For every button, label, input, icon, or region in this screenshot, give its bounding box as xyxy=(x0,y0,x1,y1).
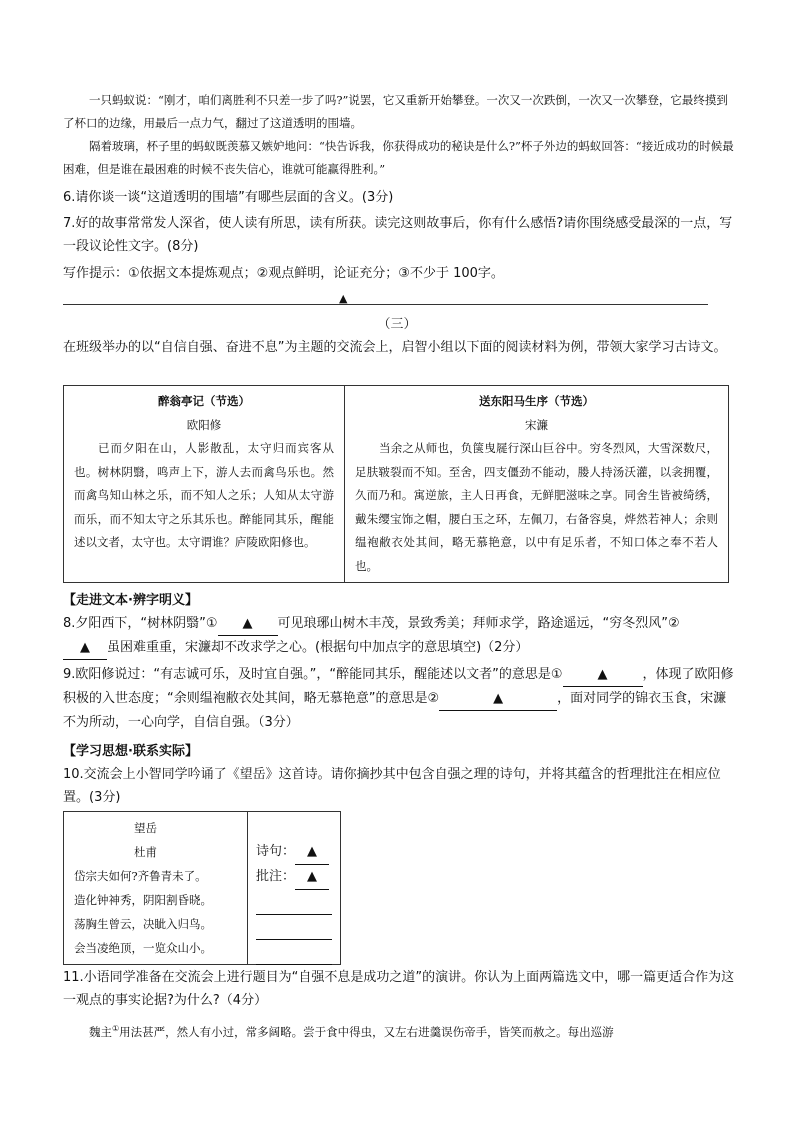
poem-line: 荡胸生曾云，决眦入归鸟。 xyxy=(74,917,212,931)
question-8-part-a: 8.夕阳西下，“树林阴翳”① xyxy=(63,616,218,631)
question-9-part-b: ，体现了欧阳修积极的入世态度；“余则缊袍敝衣处其间，略无慕艳意”的意思是② xyxy=(63,667,734,706)
answer-blank-8-2[interactable] xyxy=(63,636,107,660)
poem-panel xyxy=(64,812,248,964)
story-paragraph-2: 隔着玻璃，杯子里的蚂蚁既羡慕又嫉妒地问：“快告诉我，你获得成功的秘诀是什么?”杯子外边的蚂蚁回答：“接近成功的时候最困难，但是谁在最困难的时候不丧失信心，谁就可能赢得胜利。” xyxy=(63,139,734,176)
passage-b-author: 宋濂 xyxy=(525,417,548,432)
poem-answer-box xyxy=(63,811,341,965)
poem-title: 望岳 xyxy=(134,821,157,835)
reading-passages-table xyxy=(63,385,729,583)
heading-text-study: 【走进文本·辨字明义】 xyxy=(63,593,198,608)
passage-a xyxy=(64,386,345,583)
question-9-part-c: ，面对同学的锦衣玉食，宋濂不为所动，一心向学，自信自强。（3分） xyxy=(63,691,727,730)
verse-label: 诗句： xyxy=(256,844,296,859)
question-8 xyxy=(63,612,735,660)
poem-author: 杜甫 xyxy=(134,845,157,859)
answer-line[interactable] xyxy=(256,890,332,915)
question-9 xyxy=(63,663,735,734)
annotation-panel xyxy=(256,840,332,965)
note-answer-row xyxy=(256,865,332,890)
question-8-part-c: 虽困难重重，宋濂却不改求学之心。(根据句中加点字的意思填空)（2分） xyxy=(107,640,529,655)
answer-blank-9-1[interactable] xyxy=(563,663,643,687)
question-7-hint: 写作提示：①依据文本提炼观点；②观点鲜明，论证充分；③不少于 100字。 xyxy=(63,266,504,281)
story-paragraph-1: 一只蚂蚁说：“刚才，咱们离胜利不只差一步了吗?”说罢，它又重新开始攀登。一次又一次跌倒，一次又一次攀登，它最终摸到了杯口的边缘，用最后一点力气，翻过了这道透明的围墙。 xyxy=(63,93,728,130)
question-11-passage xyxy=(63,1017,735,1044)
question-11: 11.小语同学准备在交流会上进行题目为“自强不息是成功之道”的演讲。你认为上面两篇选文中，哪一篇更适合作为这一观点的事实论据?为什么?（4分） xyxy=(63,970,735,1008)
passage-a-text: 已而夕阳在山，人影散乱，太守归而宾客从也。树林阴翳，鸣声上下，游人去而禽鸟乐也。然而禽鸟知山林之乐，而不知人之乐；人知从太守游而乐，而不知太守之乐其乐也。醉能同其乐，醒能述以文者，太守也。太守谓谁？庐陵欧阳修也。 xyxy=(74,441,334,549)
passage-a-title: 醉翁亭记（节选） xyxy=(158,394,250,408)
section-intro: 在班级举办的以“自信自强、奋进不息”为主题的交流会上，启智小组以下面的阅读材料为例，带领大家学习古诗文。 xyxy=(63,340,727,355)
answer-marker: ▲ xyxy=(597,667,608,682)
note-answer-field[interactable] xyxy=(295,865,329,890)
passage-a-author: 欧阳修 xyxy=(186,417,222,432)
answer-marker: ▲ xyxy=(493,691,504,706)
question-6: 6.请你谈一谈“这道透明的围墙”有哪些层面的含义。(3分) xyxy=(63,190,394,205)
passage-b xyxy=(345,386,729,583)
answer-blank-8-1[interactable] xyxy=(218,612,278,636)
question-8-part-b: 可见琅琊山树木丰茂，景致秀美；拜师求学，路途遥远，“穷冬烈风”② xyxy=(277,616,680,631)
passage-b-text: 当余之从师也，负箧曳屣行深山巨谷中。穷冬烈风，大雪深数尺，足肤皲裂而不知。至舍，四支僵劲不能动，媵人持汤沃灌，以衾拥覆，久而乃和。寓逆旅，主人日再食，无鲜肥滋味之享。同舍生皆被绮绣，戴朱缨宝饰之帽，腰白玉之环，左佩刀，右备容臭，烨然若神人；余则缊袍敝衣处其间，略无慕艳意，以中有足乐者，不知口体之奉不若人也。 xyxy=(355,441,718,573)
poem-line: 岱宗夫如何?齐鲁青未了。 xyxy=(74,869,207,883)
answer-line[interactable] xyxy=(256,940,332,965)
question-7: 7.好的故事常常发人深省，使人读有所思，读有所获。读完这则故事后，你有什么感悟?请你围绕感受最深的一点，写一段议论性文字。(8分) xyxy=(63,216,733,254)
question-11-passage-body: 用法甚严，然人有小过，常多阔略。尝于食中得虫，又左右进羹误伤帝手，皆笑而赦之。每出巡游 xyxy=(119,1024,614,1039)
section-heading: （三） xyxy=(377,317,417,332)
section-divider xyxy=(63,304,708,305)
answer-blank-9-2[interactable] xyxy=(439,687,557,711)
answer-marker: ▲ xyxy=(307,869,318,884)
answer-marker: ▲ xyxy=(307,844,318,859)
question-11-passage-start: 魏主 xyxy=(89,1024,112,1039)
question-10: 10.交流会上小智同学吟诵了《望岳》这首诗。请你摘抄其中包含自强之理的诗句，并将其蕴含的哲理批注在相应位置。(3分) xyxy=(63,767,721,805)
verse-answer-field[interactable] xyxy=(295,840,329,865)
passage-b-title: 送东阳马生序（节选） xyxy=(479,394,594,408)
poem-line: 会当凌绝顶，一览众山小。 xyxy=(74,941,212,955)
heading-thought-practice: 【学习思想·联系实际】 xyxy=(63,744,198,759)
answer-marker: ▲ xyxy=(339,292,348,305)
note-label: 批注： xyxy=(256,869,296,884)
answer-marker: ▲ xyxy=(80,640,90,655)
question-9-part-a: 9.欧阳修说过：“有志诚可乐，及时宜自强。”，“醉能同其乐，醒能述以文者”的意思是① xyxy=(63,667,563,682)
answer-marker: ▲ xyxy=(242,616,253,631)
footnote-marker: ① xyxy=(112,1024,120,1033)
answer-line[interactable] xyxy=(256,915,332,940)
poem-line: 造化钟神秀，阴阳割昏晓。 xyxy=(74,893,212,907)
verse-answer-row xyxy=(256,840,332,865)
